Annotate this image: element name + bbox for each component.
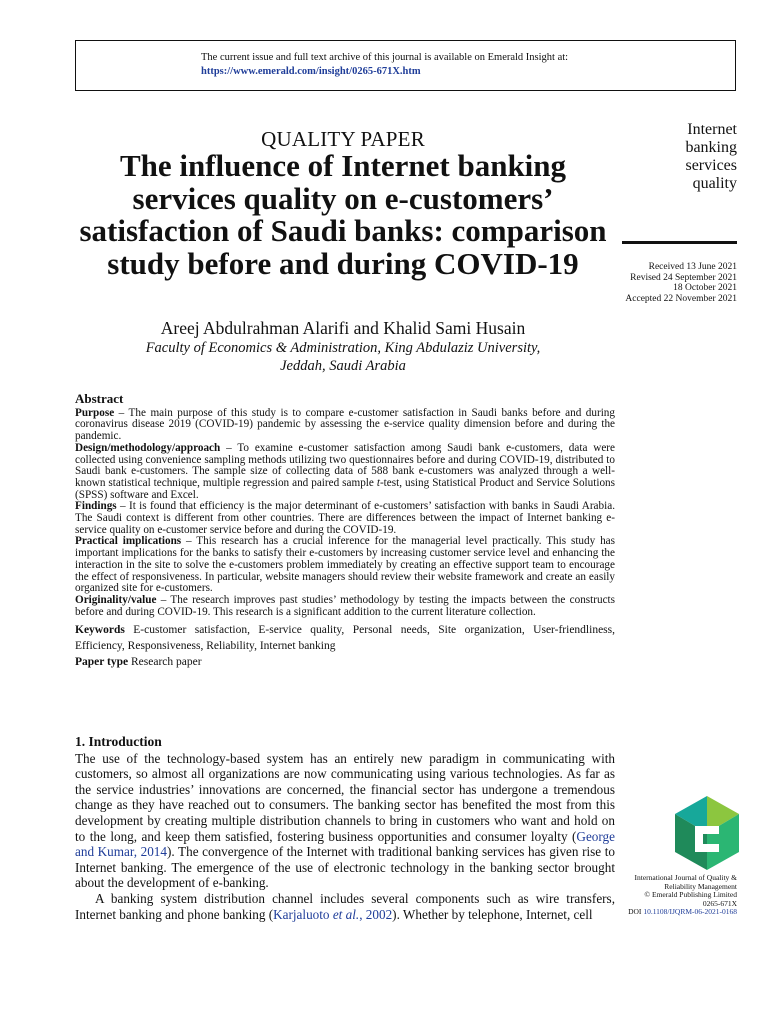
doi <box>587 908 737 917</box>
citation-link[interactable]: George and Kumar, 2014 <box>75 828 615 860</box>
purpose-label: Purpose <box>75 406 115 419</box>
citation-author: Karjaluoto <box>273 906 333 922</box>
citation-etal: et al. <box>332 906 360 922</box>
citation-link[interactable] <box>273 907 392 922</box>
author-affiliation <box>78 339 608 375</box>
running-title <box>607 121 737 193</box>
findings-label: Findings <box>75 500 117 513</box>
abstract-originality <box>75 595 615 618</box>
design-label: Design/methodology/approach <box>75 441 221 454</box>
running-title-line: Internet <box>687 121 737 138</box>
doi-link[interactable]: 10.1108/IJQRM-06-2021-0168 <box>643 907 737 917</box>
design-text: – To examine e-customer satisfaction among Saudi bank e-customers, data were collected using convenience sampling methods utilizing two questionnaires before and during COVID-19, distributed to Saudi bank e-customers. The sample size of collecting data of 588 bank e-customers was analyzed through a well-known statistical technique, multiple regression and paired sample <box>75 441 615 489</box>
purpose-text: – The main purpose of this study is to compare e-customer satisfaction in Saudi banks before and during coronavirus disease 2019 (COVID-19) pandemic by assessing the e-service quality dimension before and during the pandemic. <box>75 406 615 443</box>
affiliation-line: Faculty of Economics & Administration, King Abdulaziz University, <box>145 340 541 356</box>
keywords-text: E-customer satisfaction, E-service quality, Personal needs, Site organization, User-friendliness, Efficiency, Responsiveness, Reliability, Internet banking <box>75 624 615 653</box>
issn: 0265-671X <box>702 898 737 908</box>
journal-info <box>587 874 737 917</box>
citation-year: , 2002 <box>359 906 393 922</box>
abstract-design <box>75 443 615 502</box>
sidebar-divider <box>622 241 737 244</box>
intro-text: A banking system distribution channel includes several components such as wire transfers, Internet banking and phone banking ( <box>75 890 615 922</box>
intro-text: ). Whether by telephone, Internet, cell <box>392 906 593 922</box>
design-text-italic: t <box>376 476 380 489</box>
article-authors: Areej Abdulrahman Alarifi and Khalid Sami Husain <box>160 318 526 338</box>
revised-date: Revised 24 September 2021 <box>630 272 737 283</box>
accepted-date: Accepted 22 November 2021 <box>625 293 737 304</box>
abstract-paper-type <box>75 654 615 670</box>
practical-label: Practical implications <box>75 535 182 548</box>
originality-label: Originality/value <box>75 593 157 606</box>
doi-label: DOI <box>628 907 644 917</box>
abstract-heading: Abstract <box>75 391 124 406</box>
introduction-section <box>75 734 615 922</box>
emerald-logo-icon <box>675 796 739 870</box>
paper-type-label: Paper type <box>75 656 129 669</box>
journal-name: International Journal of Quality & <box>634 873 737 882</box>
journal-url-link[interactable]: https://www.emerald.com/insight/0265-671X.htm <box>201 66 421 77</box>
practical-text: – This research has a crucial inference for the managerial level practically. This study has important implications for the banks to satisfy their e-customers by increasing customer service level and enhancing the interaction in the site to solve the e-customers problem immediately by creating an effective support team to encourage the effect of responsiveness. In particular, website managers should review their website framework and create an easily organized site for e-customers. <box>75 535 615 595</box>
article-title: The influence of Internet banking services quality on e-customers’ satisfaction of Saudi banks: comparison study before and during COVID-19 <box>79 148 607 281</box>
abstract-section <box>75 393 615 670</box>
copyright: © Emerald Publishing Limited <box>644 890 737 900</box>
running-title-line: services <box>685 157 737 174</box>
running-title-line: banking <box>685 139 737 156</box>
abstract-purpose <box>75 408 615 443</box>
originality-text: – The research improves past studies’ methodology by testing the impacts between the constructs before and during COVID-19. This research is a significant addition to the current literature collection. <box>75 593 615 618</box>
findings-text: – It is found that efficiency is the major determinant of e-customers’ satisfaction with banks in Saudi Arabia. The Saudi context is different from other countries. There are differences between the impact of Internet banking e-service quality on e-customer service before and during the COVID-19. <box>75 500 615 536</box>
journal-archive-notice <box>75 40 736 91</box>
intro-text: The use of the technology-based system has an entirely new paradigm in communicating with customers, so almost all organizations are now communicating using various technologies. As far as the service industries’ innovations are concerned, the financial sector has undergone a tremendous change as they have reached out to consumers. The banking sector has benefited the most from this development by creating multiple distribution channels to bring in customers who want and hold on to the long, and keep them satisfied, fostering business opportunities and consumer loyalty ( <box>75 750 615 844</box>
intro-text: ). The convergence of the Internet with traditional banking services has given rise to Internet banking. The emergence of the use of electronic technology in the banking sector brought about the development of e-banking. <box>75 844 615 891</box>
section-label: QUALITY PAPER <box>261 127 425 151</box>
intro-paragraph-2 <box>75 891 615 922</box>
received-date: Received 13 June 2021 <box>648 262 737 272</box>
design-text-end: -test, using Statistical Product and Service Solutions (SPSS) software and Excel. <box>75 476 615 501</box>
article-dates <box>587 262 737 304</box>
paper-type-text: Research paper <box>128 656 202 669</box>
intro-paragraph-1 <box>75 751 615 891</box>
keywords-label: Keywords <box>75 624 125 637</box>
journal-name-2: Reliability Management <box>664 881 737 891</box>
revised-date-2: 18 October 2021 <box>673 283 737 293</box>
affiliation-line: Jeddah, Saudi Arabia <box>280 358 406 374</box>
abstract-practical <box>75 536 615 595</box>
notice-text: The current issue and full text archive of this journal is available on Emerald Insight at: <box>201 52 569 63</box>
abstract-keywords <box>75 622 615 654</box>
abstract-findings <box>75 501 615 536</box>
introduction-heading: 1. Introduction <box>75 734 162 749</box>
running-title-line: quality <box>692 175 737 192</box>
